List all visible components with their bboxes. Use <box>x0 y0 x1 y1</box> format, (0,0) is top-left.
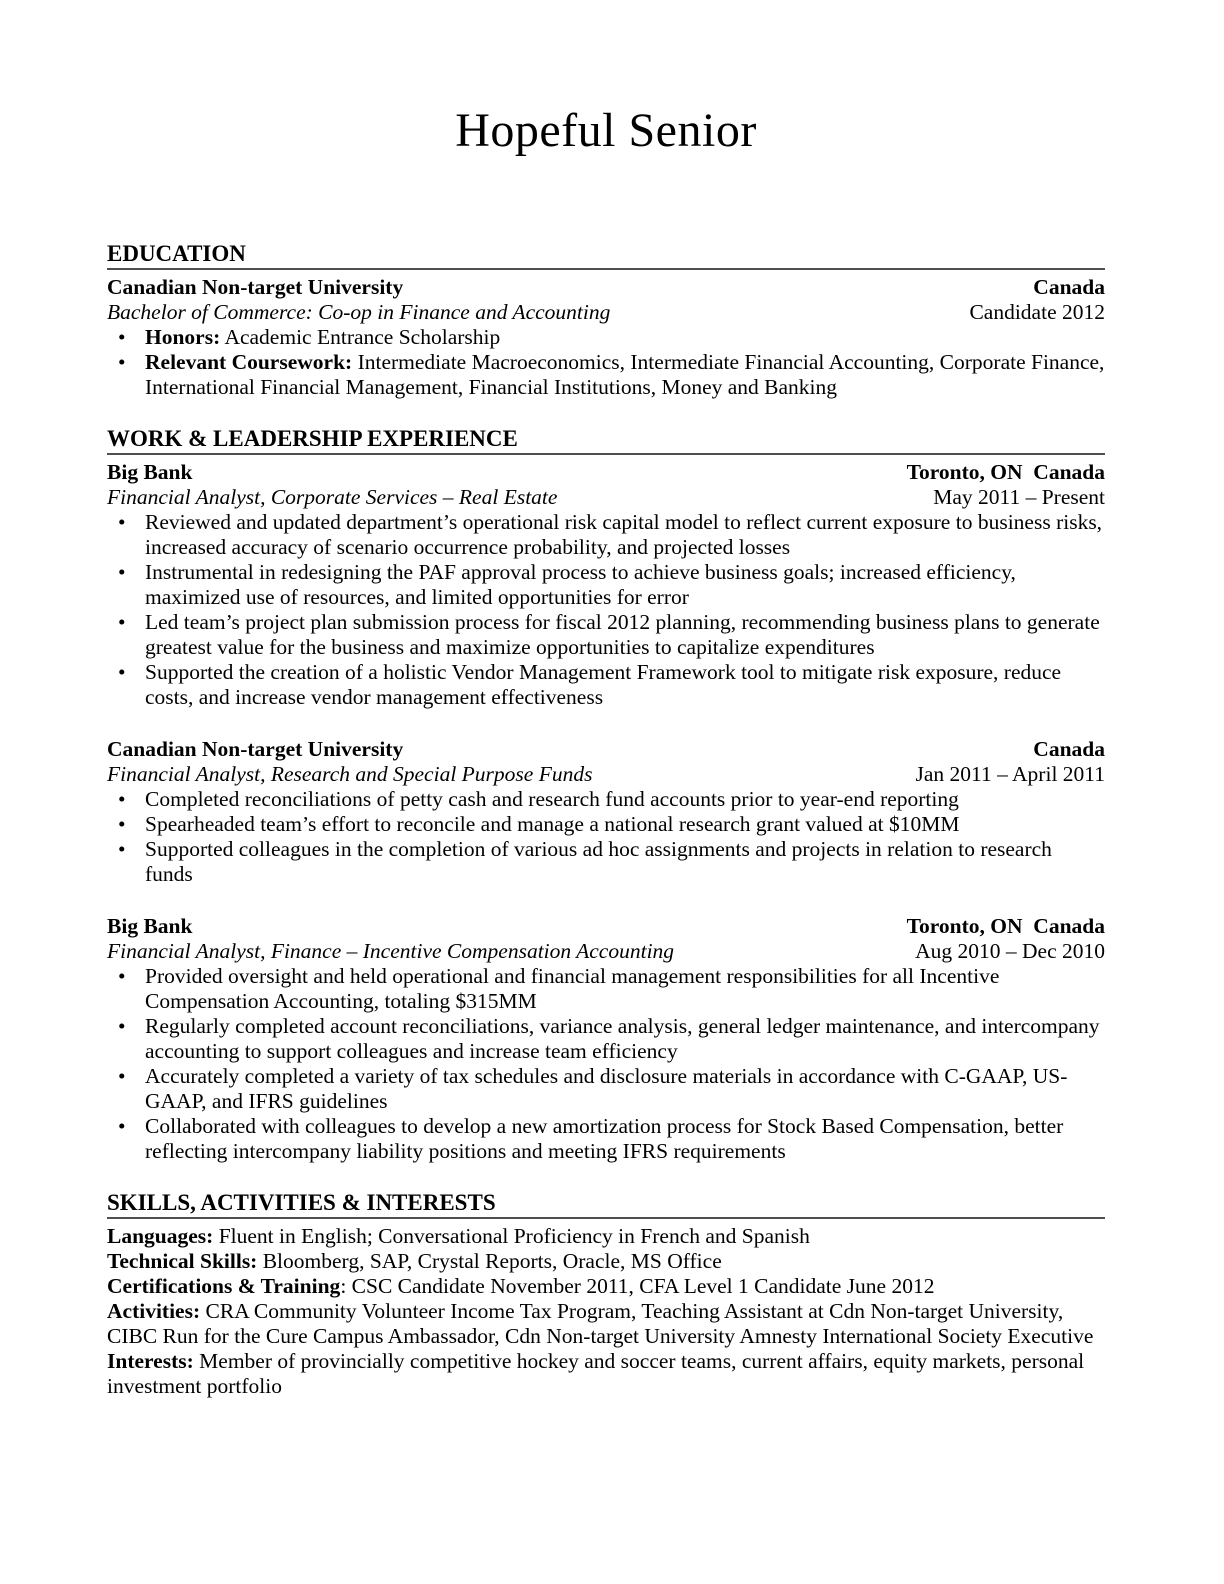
skills-line-languages <box>107 1224 1105 1249</box>
job-title: Financial Analyst, Corporate Services – Real Estate <box>107 485 558 509</box>
section-education <box>107 241 1105 400</box>
employer-location: Toronto, ON Canada <box>906 460 1105 484</box>
resume-name: Hopeful Senior <box>455 104 757 157</box>
work-bullet: • Provided oversight and held operational and financial management responsibilities for all Incentive Compensation Accounting, totaling $315MM <box>107 964 1105 1014</box>
skills-line-activities <box>107 1299 1105 1349</box>
employer-location: Canada <box>1033 737 1105 761</box>
work-bullet: • Completed reconciliations of petty cash and research fund accounts prior to year-end reporting <box>107 787 1105 812</box>
skills-text: : CSC Candidate November 2011, CFA Level 1 Candidate June 2012 <box>340 1274 935 1298</box>
skills-label: Interests: <box>107 1349 194 1373</box>
skills-text: Fluent in English; Conversational Proficiency in French and Spanish <box>213 1224 810 1248</box>
employer-name: Big Bank <box>107 914 193 938</box>
employer-name: Canadian Non-target University <box>107 737 404 761</box>
work-entry-big-bank-2 <box>107 914 1105 1164</box>
education-org-row <box>107 275 1105 300</box>
work-org-row <box>107 460 1105 485</box>
skills-label: Certifications & Training <box>107 1274 341 1298</box>
work-bullet: • Regularly completed account reconciliations, variance analysis, general ledger maintenance, and intercompany accounting to support colleagues and increase team efficiency <box>107 1014 1105 1064</box>
work-bullet: • Led team’s project plan submission process for fiscal 2012 planning, recommending business plans to generate greatest value for the business and maximize opportunities to capitalize expenditures <box>107 610 1105 660</box>
work-bullet-list <box>107 510 1105 710</box>
employer-name: Big Bank <box>107 460 193 484</box>
skills-label: Activities: <box>107 1299 201 1323</box>
skills-line-certifications <box>107 1274 1105 1299</box>
work-org-row <box>107 914 1105 939</box>
job-dates: Jan 2011 – April 2011 <box>915 762 1105 786</box>
skills-line-technical <box>107 1249 1105 1274</box>
education-heading: EDUCATION <box>107 241 1105 270</box>
work-bullet: • Reviewed and updated department’s operational risk capital model to reflect current exposure to business risks, increased accuracy of scenario occurrence probability, and projected losses <box>107 510 1105 560</box>
skills-text: Bloomberg, SAP, Crystal Reports, Oracle, MS Office <box>257 1249 722 1273</box>
degree-title: Bachelor of Commerce: Co-op in Finance and Accounting <box>107 300 611 324</box>
work-role-row <box>107 939 1105 964</box>
job-dates: May 2011 – Present <box>933 485 1105 509</box>
education-bullet-coursework <box>107 350 1105 400</box>
work-bullet: • Supported colleagues in the completion of various ad hoc assignments and projects in relation to research funds <box>107 837 1105 887</box>
skills-label: Languages: <box>107 1224 214 1248</box>
work-role-row <box>107 485 1105 510</box>
education-bullet-honors <box>107 325 1105 350</box>
work-bullet: • Accurately completed a variety of tax schedules and disclosure materials in accordance with C-GAAP, US-GAAP, and IFRS guidelines <box>107 1064 1105 1114</box>
work-heading: WORK & LEADERSHIP EXPERIENCE <box>107 426 1105 455</box>
skills-label: Technical Skills: <box>107 1249 258 1273</box>
work-bullet: • Instrumental in redesigning the PAF approval process to achieve business goals; increased efficiency, maximized use of resources, and limited opportunities for error <box>107 560 1105 610</box>
skills-text: CRA Community Volunteer Income Tax Program, Teaching Assistant at Cdn Non-target University, CIBC Run for the Cure Campus Ambassador, Cdn Non-target University Amnesty International Society Executive <box>107 1299 1094 1348</box>
section-skills <box>107 1190 1105 1399</box>
work-bullet: • Supported the creation of a holistic Vendor Management Framework tool to mitigate risk exposure, reduce costs, and increase vendor management effectiveness <box>107 660 1105 710</box>
job-title: Financial Analyst, Research and Special Purpose Funds <box>107 762 593 786</box>
job-title: Financial Analyst, Finance – Incentive Compensation Accounting <box>107 939 675 963</box>
bullet-text: Intermediate Macroeconomics, Intermediate Financial Accounting, Corporate Finance, International Financial Management, Financial Institutions, Money and Banking <box>145 350 1105 399</box>
education-role-row <box>107 300 1105 325</box>
work-bullet: • Spearheaded team’s effort to reconcile and manage a national research grant valued at $10MM <box>107 812 1105 837</box>
work-entry-big-bank-1 <box>107 460 1105 710</box>
bullet-label: Honors: <box>145 325 221 349</box>
employer-location: Toronto, ON Canada <box>906 914 1105 938</box>
bullet-text: Academic Entrance Scholarship <box>220 325 501 349</box>
work-bullet: • Collaborated with colleagues to develop a new amortization process for Stock Based Compensation, better reflecting intercompany liability positions and meeting IFRS requirements <box>107 1114 1105 1164</box>
work-entry-university <box>107 737 1105 887</box>
education-date: Candidate 2012 <box>969 300 1105 324</box>
section-work-experience <box>107 426 1105 1164</box>
education-entry <box>107 275 1105 400</box>
job-dates: Aug 2010 – Dec 2010 <box>915 939 1105 963</box>
skills-line-interests <box>107 1349 1105 1399</box>
work-role-row <box>107 762 1105 787</box>
bullet-label: Relevant Coursework: <box>145 350 353 374</box>
work-org-row <box>107 737 1105 762</box>
school-name: Canadian Non-target University <box>107 275 404 299</box>
work-bullet-list <box>107 787 1105 887</box>
skills-text: Member of provincially competitive hockey and soccer teams, current affairs, equity markets, personal investment portfolio <box>107 1349 1085 1398</box>
work-bullet-list <box>107 964 1105 1164</box>
education-bullet-list <box>107 325 1105 400</box>
school-location: Canada <box>1033 275 1105 299</box>
skills-heading: SKILLS, ACTIVITIES & INTERESTS <box>107 1190 1105 1219</box>
